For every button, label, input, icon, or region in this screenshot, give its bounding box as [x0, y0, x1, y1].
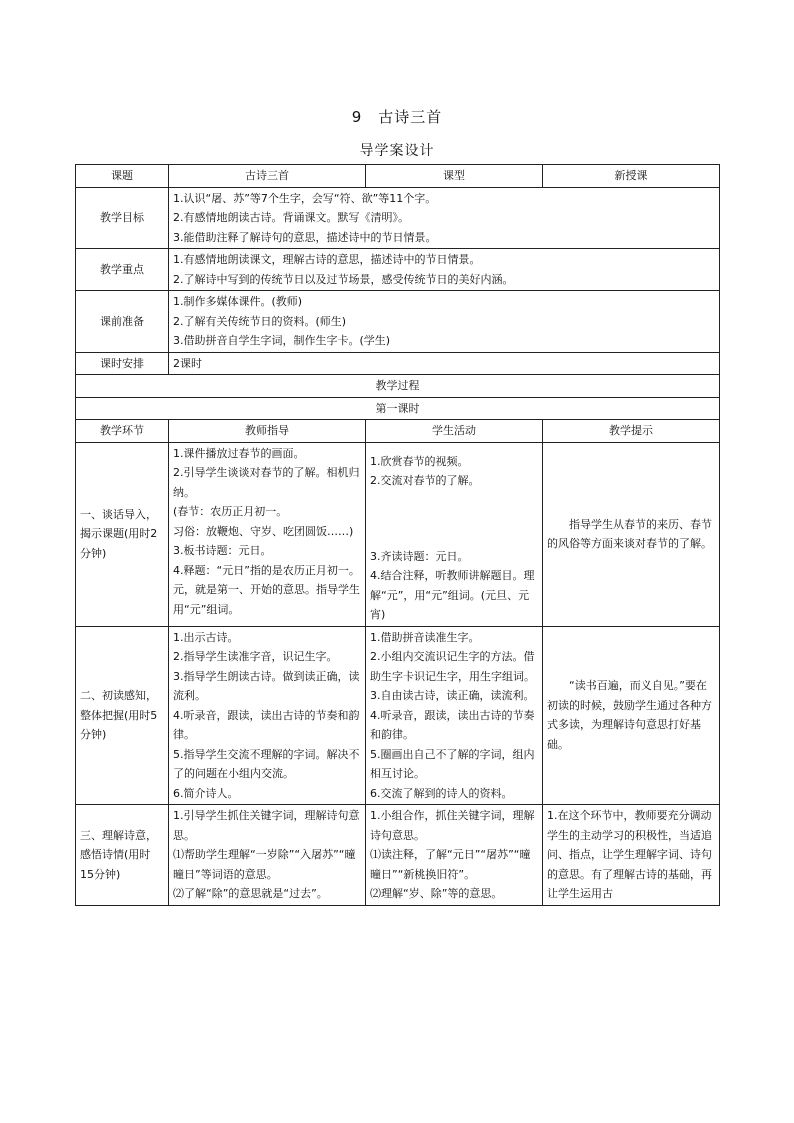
focus-content — [169, 249, 720, 291]
goal-line: 3.能借助注释了解诗句的意思，描述诗中的节日情景。 — [173, 230, 437, 244]
student-item: 5.圈画出自己不了解的字词，组内相互讨论。 — [370, 747, 535, 780]
student-item: 6.交流了解到的诗人的资料。 — [370, 786, 513, 800]
student-item: ⑴读注释，了解“元日”“屠苏”“曈曈日”“新桃换旧符”。 — [370, 848, 531, 881]
prep-line: 3.借助拼音自学生字词，制作生字卡。(学生) — [173, 334, 391, 347]
teacher-item: 习俗：放鞭炮、守岁、吃团圆饭……) — [173, 524, 354, 538]
section-stage: 一、谈话导入，揭示课题(用时2分钟) — [76, 442, 169, 626]
student-item: 3.自由读古诗，读正确，读流利。 — [370, 689, 535, 702]
col-header-stage: 教学环节 — [76, 420, 169, 443]
teacher-item: (春节：农历正月初一。 — [173, 505, 288, 518]
type-label: 课型 — [366, 165, 543, 188]
row-prep — [76, 291, 720, 353]
section-teacher — [169, 442, 366, 626]
teacher-item: 1.课件播放过春节的画面。 — [173, 446, 305, 460]
hours-label: 课时安排 — [76, 352, 169, 375]
section-tips: 指导学生从春节的来历、春节的风俗等方面来谈对春节的了解。 — [543, 442, 720, 626]
row-process-title — [76, 375, 720, 398]
focus-line: 2.了解诗中写到的传统节日以及过节场景，感受传统节日的美好内涵。 — [173, 272, 514, 286]
teacher-item: 1.出示古诗。 — [173, 630, 239, 644]
prep-line: 1.制作多媒体课件。(教师) — [173, 295, 303, 308]
goals-content — [169, 187, 720, 249]
goals-label: 教学目标 — [76, 187, 169, 249]
lesson-title: 第一课时 — [76, 397, 720, 420]
student-item: 2.交流对春节的了解。 — [370, 474, 480, 487]
teacher-item: ⑵了解“除”的意思就是“过去”。 — [173, 887, 328, 900]
teacher-item: 5.指导学生交流不理解的字词。解决不了的问题在小组内交流。 — [173, 747, 360, 780]
section-tips: 1.在这个环节中，教师要充分调动学生的主动学习的积极性，当适追问、指点，让学生理解字词、诗句的意思。有了理解古诗的基础，再让学生运用古 — [543, 805, 720, 906]
type-value: 新授课 — [543, 165, 720, 188]
teacher-item: 1.引导学生抓住关键字词，理解诗句意思。 — [173, 809, 360, 842]
prep-content — [169, 291, 720, 353]
row-goals — [76, 187, 720, 249]
student-item: 1.欣赏春节的视频。 — [370, 454, 469, 468]
teacher-item: 6.简介诗人。 — [173, 786, 239, 800]
focus-line: 1.有感情地朗读课文，理解古诗的意思，描述诗中的节日情景。 — [173, 253, 481, 266]
lesson-plan-table — [75, 164, 720, 906]
topic-label: 课题 — [76, 165, 169, 188]
teacher-item: 2.指导学生读准字音，识记生字。 — [173, 650, 338, 663]
section-teacher — [169, 626, 366, 805]
process-title: 教学过程 — [76, 375, 720, 398]
section-row — [76, 805, 720, 906]
student-item: 2.小组内交流识记生字的方法。借助生字卡识记生字，用生字组词。 — [370, 650, 535, 683]
student-item: ⑵理解“岁、除”等的意思。 — [370, 887, 503, 900]
student-item: 1.小组合作，抓住关键字词，理解诗句意思。 — [370, 809, 535, 842]
col-header-teacher: 教师指导 — [169, 420, 366, 443]
focus-label: 教学重点 — [76, 249, 169, 291]
student-item: 4.听录音，跟读，读出古诗的节奏和韵律。 — [370, 708, 535, 741]
section-stage: 二、初读感知，整体把握(用时5分钟) — [76, 626, 169, 805]
section-student — [366, 626, 543, 805]
prep-label: 课前准备 — [76, 291, 169, 353]
student-item: 4.结合注释，听教师讲解题目。理解“元”，用“元”组词。(元旦、元宵) — [370, 569, 535, 621]
row-column-headers — [76, 420, 720, 443]
goal-line: 1.认识“屠、苏”等7个生字，会写“符、欲”等11个字。 — [173, 191, 437, 205]
teacher-item: ⑴帮助学生理解“一岁除”“入屠苏”“曈曈日”等词语的意思。 — [173, 848, 356, 881]
hours-value: 2课时 — [169, 352, 720, 375]
row-topic — [76, 165, 720, 188]
row-lesson-title — [76, 397, 720, 420]
row-focus — [76, 249, 720, 291]
section-student — [366, 442, 543, 626]
section-teacher — [169, 805, 366, 906]
teacher-item: 3.板书诗题：元日。 — [173, 544, 272, 557]
teacher-item: 4.释题：“元日”指的是农历正月初一。元，就是第一、开始的意思。指导学生用“元”组词。 — [173, 563, 360, 616]
col-header-student: 学生活动 — [366, 420, 543, 443]
teacher-item: 2.引导学生谈谈对春节的了解。相机归纳。 — [173, 466, 360, 499]
section-row — [76, 442, 720, 626]
section-row — [76, 626, 720, 805]
section-stage: 三、理解诗意，感悟诗情(用时15分钟) — [76, 805, 169, 906]
teacher-item: 3.指导学生朗读古诗。做到读正确，读流利。 — [173, 669, 360, 702]
row-hours — [76, 352, 720, 375]
goal-line: 2.有感情地朗读古诗。背诵课文。默写《清明》。 — [173, 211, 409, 224]
page-title: 9 古诗三首 — [351, 108, 443, 126]
section-student — [366, 805, 543, 906]
prep-line: 2.了解有关传统节日的资料。(师生) — [173, 314, 347, 328]
student-item: 1.借助拼音读准生字。 — [370, 630, 480, 644]
page-subtitle: 导学案设计 — [359, 143, 435, 159]
section-tips: “读书百遍，而义自见。”要在初读的时候，鼓励学生通过各种方式多读，为理解诗句意思打好基础。 — [543, 626, 720, 805]
topic-value: 古诗三首 — [169, 165, 366, 188]
teacher-item: 4.听录音，跟读，读出古诗的节奏和韵律。 — [173, 708, 360, 741]
col-header-tips: 教学提示 — [543, 420, 720, 443]
student-item: 3.齐读诗题：元日。 — [370, 549, 469, 563]
